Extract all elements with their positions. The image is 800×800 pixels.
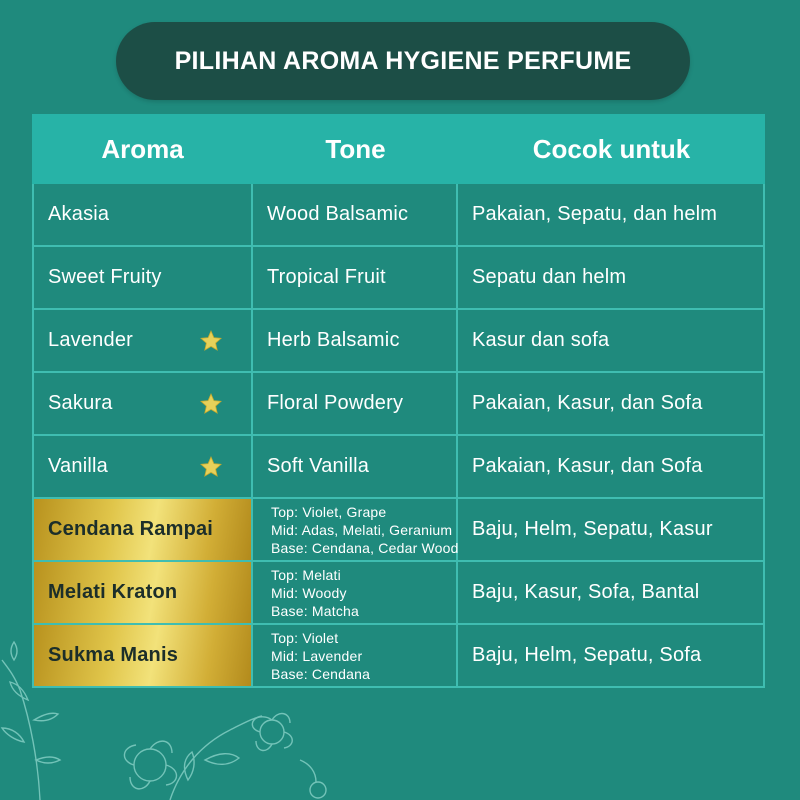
usage-cell: Baju, Helm, Sepatu, Sofa [458, 625, 765, 688]
star-icon [199, 392, 223, 416]
usage-cell: Pakaian, Sepatu, dan helm [458, 184, 765, 247]
aroma-table [32, 114, 765, 688]
usage-cell: Pakaian, Kasur, dan Sofa [458, 373, 765, 436]
usage-cell: Pakaian, Kasur, dan Sofa [458, 436, 765, 499]
aroma-cell [32, 436, 253, 499]
aroma-name: Sweet Fruity [48, 266, 162, 288]
base-note: Base: Cendana, Cedar Wood [271, 539, 459, 556]
aroma-cell [32, 247, 253, 310]
usage-cell: Sepatu dan helm [458, 247, 765, 310]
table-row-premium [32, 562, 765, 625]
tone-cell: Tropical Fruit [253, 247, 458, 310]
table-header [32, 114, 765, 184]
aroma-name: Vanilla [48, 455, 108, 477]
mid-note: Mid: Lavender [271, 647, 363, 664]
usage-cell: Baju, Kasur, Sofa, Bantal [458, 562, 765, 625]
aroma-cell [32, 310, 253, 373]
aroma-cell [32, 373, 253, 436]
table-row [32, 184, 765, 247]
tone-cell: Floral Powdery [253, 373, 458, 436]
header-cocok-untuk: Cocok untuk [532, 133, 691, 164]
star-icon [199, 329, 223, 353]
notes-cell [253, 562, 458, 625]
usage-cell: Baju, Helm, Sepatu, Kasur [458, 499, 765, 562]
page-title: PILIHAN AROMA HYGIENE PERFUME [116, 22, 690, 100]
tone-cell: Soft Vanilla [253, 436, 458, 499]
top-note: Top: Melati [271, 566, 341, 583]
tone-cell: Herb Balsamic [253, 310, 458, 373]
mid-note: Mid: Adas, Melati, Geranium [271, 521, 453, 538]
tone-cell: Wood Balsamic [253, 184, 458, 247]
aroma-name: Akasia [48, 203, 110, 225]
table-row [32, 310, 765, 373]
table-row [32, 247, 765, 310]
table-row-premium [32, 625, 765, 688]
base-note: Base: Cendana [271, 665, 371, 682]
mid-note: Mid: Woody [271, 584, 347, 601]
usage-cell: Kasur dan sofa [458, 310, 765, 373]
scent-notes [267, 629, 370, 683]
aroma-name: Lavender [48, 329, 133, 351]
top-note: Top: Violet [271, 629, 339, 646]
aroma-cell-premium: Melati Kraton [32, 562, 253, 625]
header-tone: Tone [325, 133, 386, 164]
notes-cell [253, 499, 458, 562]
scent-notes [267, 503, 459, 557]
aroma-cell-premium: Sukma Manis [32, 625, 253, 688]
notes-cell [253, 625, 458, 688]
aroma-cell-premium: Cendana Rampai [32, 499, 253, 562]
base-note: Base: Matcha [271, 602, 359, 619]
scent-notes [267, 566, 359, 620]
header-aroma: Aroma [101, 133, 184, 164]
star-icon [199, 455, 223, 479]
aroma-name: Sakura [48, 392, 113, 414]
aroma-cell [32, 184, 253, 247]
table-row [32, 373, 765, 436]
table-row [32, 436, 765, 499]
top-note: Top: Violet, Grape [271, 503, 387, 520]
table-row-premium [32, 499, 765, 562]
